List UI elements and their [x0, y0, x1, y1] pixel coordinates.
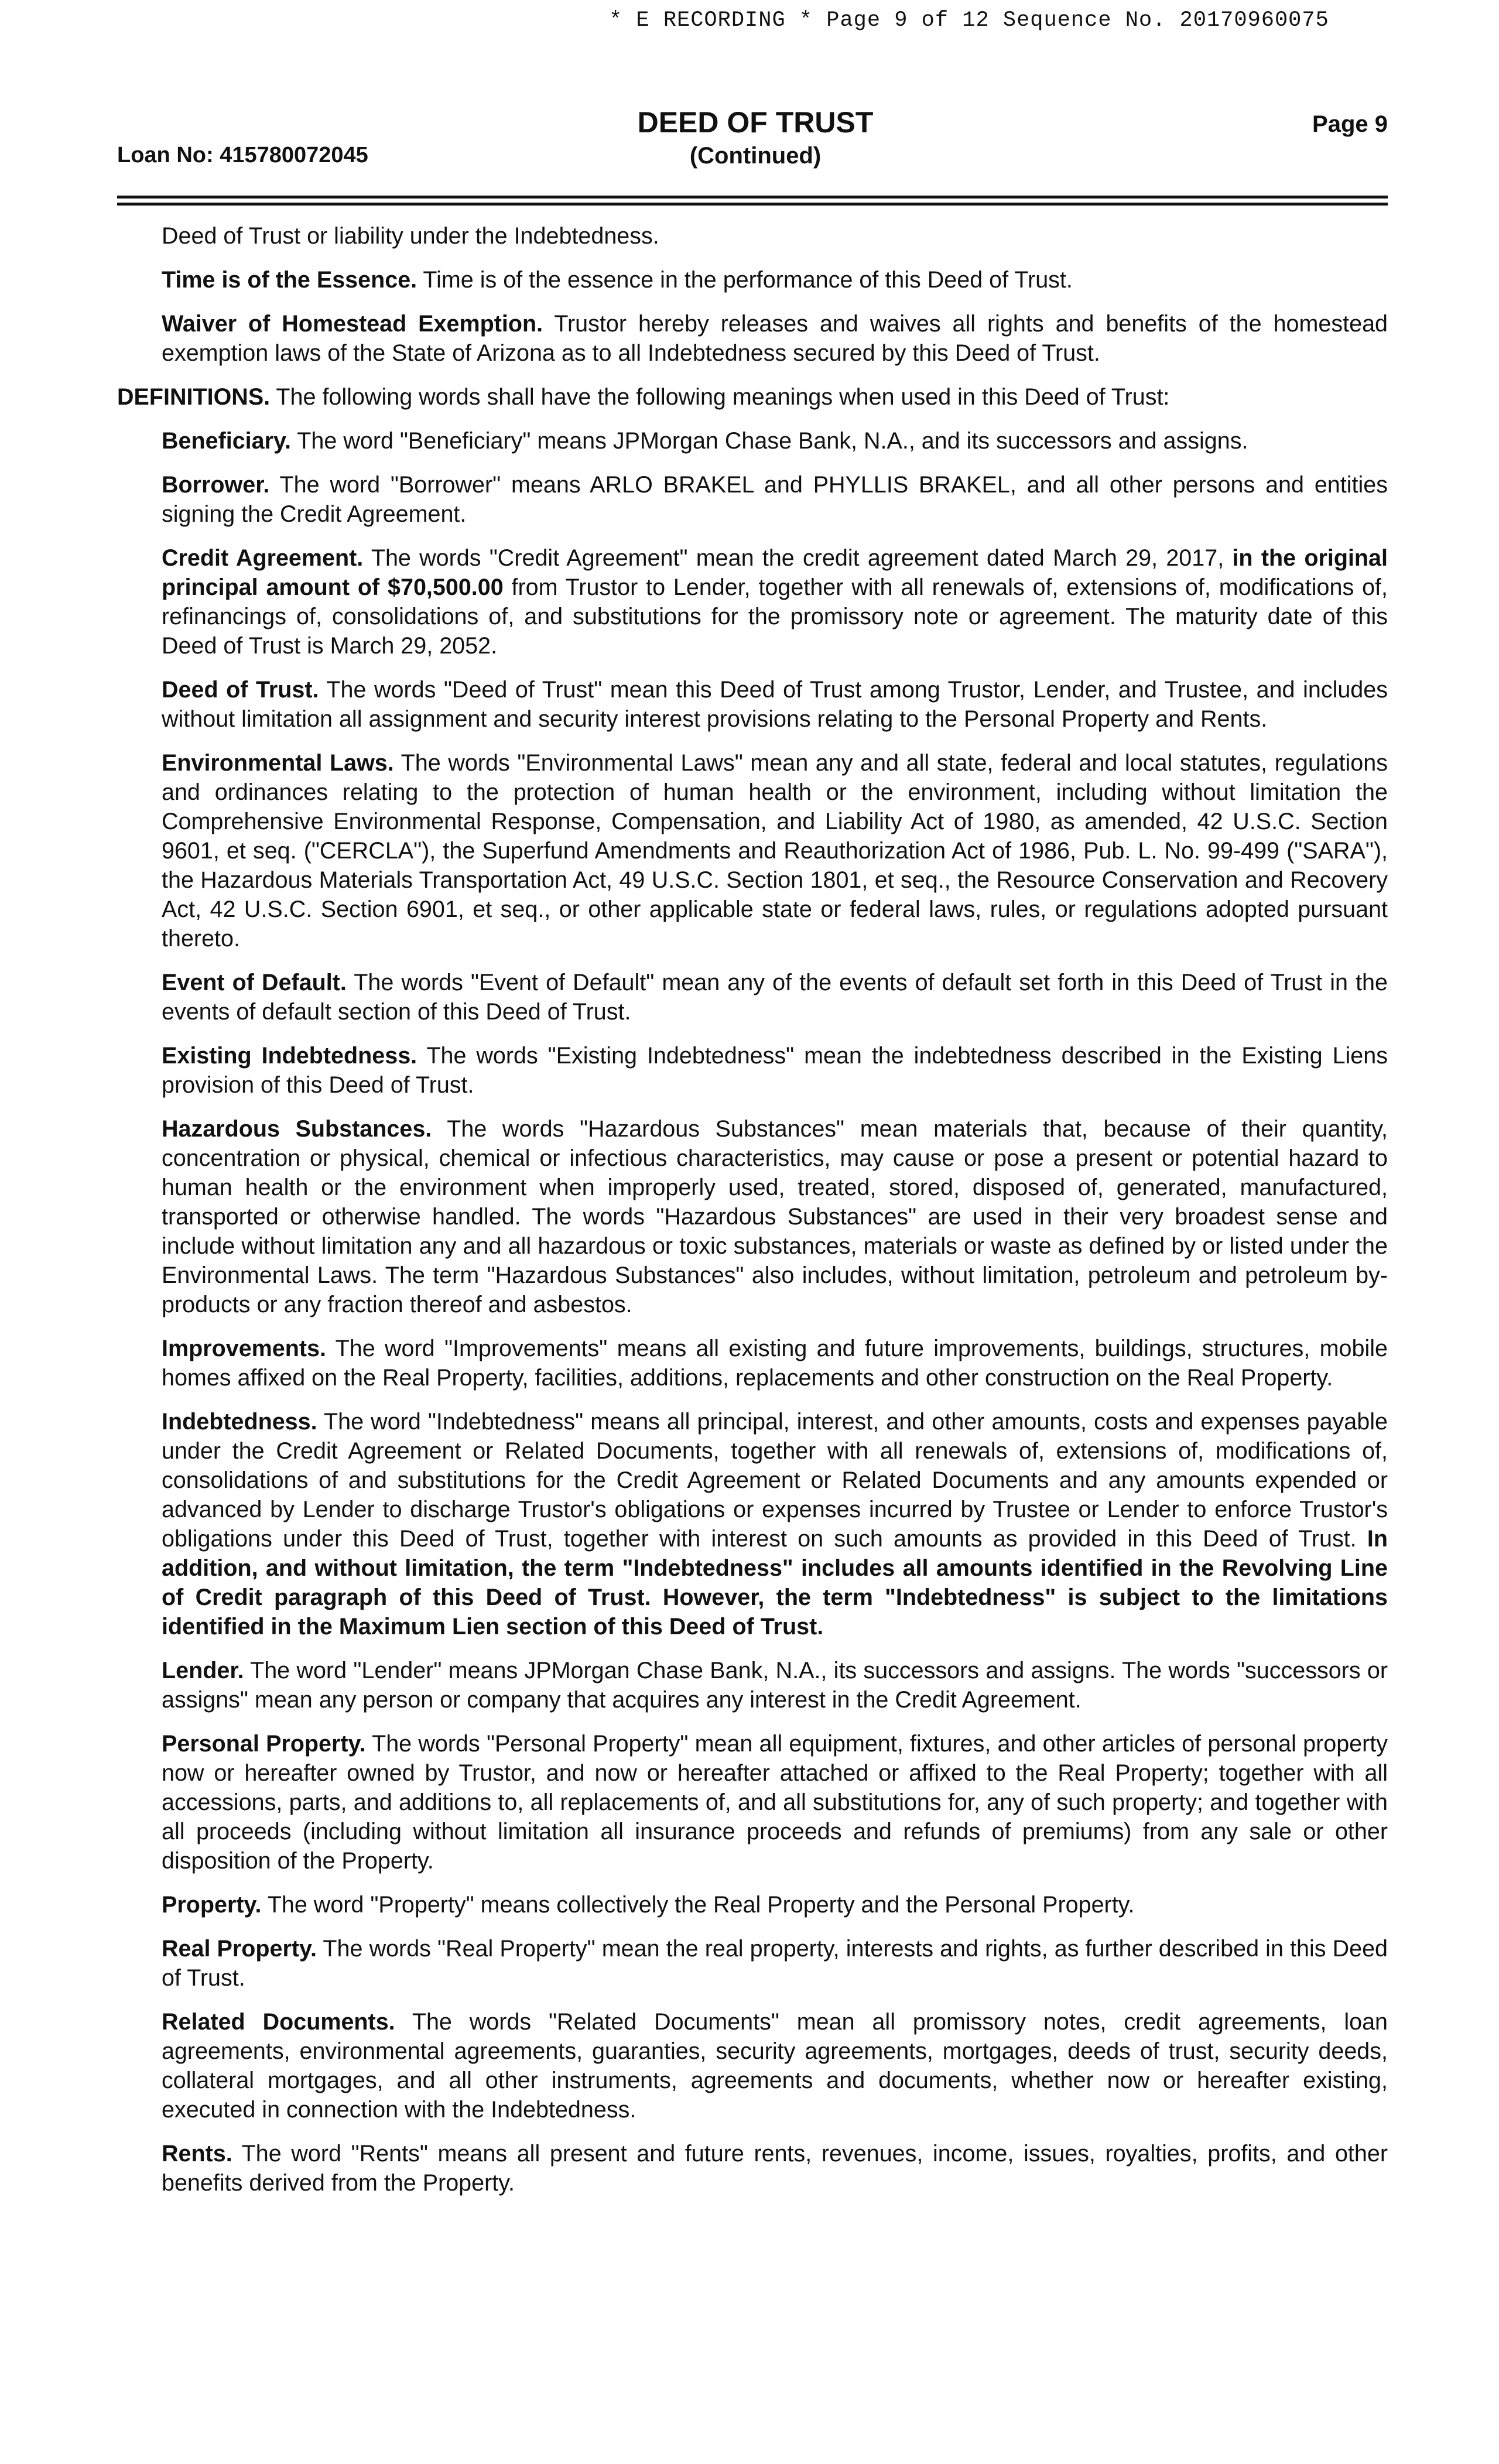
term-label: Indebtedness.	[162, 1409, 317, 1435]
term-text: Time is of the essence in the performance of this Deed of Trust.	[423, 267, 1073, 293]
term-label: Hazardous Substances.	[162, 1116, 432, 1142]
definition-existing-indebtedness	[162, 1041, 1388, 1100]
term-label: Personal Property.	[162, 1731, 366, 1757]
term-label: Waiver of Homestead Exemption.	[162, 311, 543, 337]
definition-indebtedness	[162, 1407, 1388, 1641]
term-text: The words "Existing Indebtedness" mean the indebtedness described in the Existing Liens provision of this Deed of Trust.	[162, 1043, 1388, 1098]
definition-property	[162, 1890, 1388, 1919]
definition-lender	[162, 1656, 1388, 1714]
definition-environmental-laws	[162, 748, 1388, 953]
term-label: Improvements.	[162, 1336, 326, 1361]
term-label: Lender.	[162, 1658, 244, 1683]
definition-personal-property	[162, 1729, 1388, 1876]
term-label: Real Property.	[162, 1936, 317, 1962]
term-label: Credit Agreement.	[162, 545, 364, 571]
term-text-continued: from Trustor to Lender, together with all renewals of, extensions of, modifications of, refinancings of, consolidations of, and substitutions for the promissory note or agreement. The maturity date of this Deed of Trust is March 29, 2052.	[162, 574, 1388, 659]
principal-amount-emphasis: in the original principal amount of $70,500.00	[162, 545, 1388, 600]
recording-stamp: * E RECORDING * Page 9 of 12 Sequence No. 20170960075	[609, 8, 1329, 33]
document-title: DEED OF TRUST	[637, 106, 874, 139]
definition-credit-agreement	[162, 543, 1388, 661]
definitions-heading-paragraph	[117, 382, 1388, 412]
indebtedness-emphasis: In addition, and without limitation, the term "Indebtedness" includes all amounts identified in the Revolving Line of Credit paragraph of this Deed of Trust. However, the term "Indebtedness" is subject to the limitations identified in the Maximum Lien section of this Deed of Trust.	[162, 1526, 1388, 1640]
term-label: Borrower.	[162, 472, 270, 498]
term-label: Environmental Laws.	[162, 750, 394, 776]
definition-deed-of-trust	[162, 675, 1388, 734]
term-text: The words "Hazardous Substances" mean materials that, because of their quantity, concentration or physical, chemical or infectious characteristics, may cause or pose a present or potential hazard to human health or the environment when improperly used, treated, stored, disposed of, generated, manufactured, transported or otherwise handled. The words "Hazardous Substances" are used in their very broadest sense and include without limitation any and all hazardous or toxic substances, materials or waste as defined by or listed under the Environmental Laws. The term "Hazardous Substances" also includes, without limitation, petroleum and petroleum by-products or any fraction thereof and asbestos.	[162, 1116, 1388, 1317]
term-text: The word "Property" means collectively the Real Property and the Personal Property.	[267, 1892, 1135, 1918]
term-text: The words "Event of Default" mean any of the events of default set forth in this Deed of Trust in the events of default section of this Deed of Trust.	[162, 970, 1388, 1025]
term-text: Trustor hereby releases and waives all rights and benefits of the homestead exemption laws of the State of Arizona as to all Indebtedness secured by this Deed of Trust.	[162, 311, 1388, 366]
term-label: Existing Indebtedness.	[162, 1043, 417, 1069]
document-body	[117, 221, 1388, 2212]
term-label: Deed of Trust.	[162, 677, 319, 703]
paragraph-time-essence	[162, 265, 1388, 295]
section-intro: The following words shall have the following meanings when used in this Deed of Trust:	[276, 384, 1170, 410]
term-text: The words "Personal Property" mean all equipment, fixtures, and other articles of personal property now or hereafter owned by Trustor, and now or hereafter attached or affixed to the Real Property; together with all accessions, parts, and additions to, all replacements of, and all substitutions for, any of such property; and together with all proceeds (including without limitation all insurance proceeds and refunds of premiums) from any sale or other disposition of the Property.	[162, 1731, 1388, 1874]
term-text: The words "Credit Agreement" mean the credit agreement dated March 29, 2017,	[371, 545, 1224, 571]
term-text: The word "Borrower" means ARLO BRAKEL and PHYLLIS BRAKEL, and all other persons and entities signing the Credit Agreement.	[162, 472, 1388, 527]
definition-improvements	[162, 1334, 1388, 1392]
page-number: Page 9	[1312, 111, 1388, 137]
term-text: The words "Deed of Trust" mean this Deed of Trust among Trustor, Lender, and Trustee, and includes without limitation all assignment and security interest provisions relating to the Personal Property and Rents.	[162, 677, 1388, 732]
definition-hazardous-substances	[162, 1114, 1388, 1319]
term-text: The words "Real Property" mean the real property, interests and rights, as further described in this Deed of Trust.	[162, 1936, 1388, 1991]
definition-borrower	[162, 470, 1388, 529]
definition-event-of-default	[162, 968, 1388, 1026]
term-label: Time is of the Essence.	[162, 267, 417, 293]
term-label: Event of Default.	[162, 970, 347, 995]
term-text: The word "Lender" means JPMorgan Chase Bank, N.A., its successors and assigns. The words "successors or assigns" mean any person or company that acquires any interest in the Credit Agreement.	[162, 1658, 1388, 1713]
term-text: The word "Indebtedness" means all principal, interest, and other amounts, costs and expenses payable under the Credit Agreement or Related Documents, together with all renewals of, extensions of, modifications of, consolidations of and substitutions for the Credit Agreement or Related Documents and any amounts expended or advanced by Lender to discharge Trustor's obligations or expenses incurred by Trustee or Lender to enforce Trustor's obligations under this Deed of Trust, together with interest on such amounts as provided in this Deed of Trust.	[162, 1409, 1388, 1552]
term-text: The word "Improvements" means all existing and future improvements, buildings, structures, mobile homes affixed on the Real Property, facilities, additions, replacements and other construction on the Real Property.	[162, 1336, 1388, 1391]
definition-rents	[162, 2139, 1388, 2198]
document-subtitle: (Continued)	[689, 143, 822, 169]
term-label: Rents.	[162, 2141, 232, 2167]
term-label: Property.	[162, 1892, 262, 1918]
term-label: Related Documents.	[162, 2009, 395, 2035]
definition-real-property	[162, 1934, 1388, 1993]
header-rule-bottom	[117, 203, 1388, 206]
definition-related-documents	[162, 2007, 1388, 2124]
section-heading: DEFINITIONS.	[117, 384, 271, 410]
loan-number: Loan No: 415780072045	[117, 143, 368, 167]
term-label: Beneficiary.	[162, 428, 292, 454]
term-text: The words "Related Documents" mean all promissory notes, credit agreements, loan agreements, environmental agreements, guaranties, security agreements, mortgages, deeds of trust, security deeds, collateral mortgages, and all other instruments, agreements and documents, whether now or hereafter existing, executed in connection with the Indebtedness.	[162, 2009, 1388, 2123]
intro-continuation: Deed of Trust or liability under the Indebtedness.	[162, 223, 659, 249]
term-text: The words "Environmental Laws" mean any and all state, federal and local statutes, regulations and ordinances relating to the protection of human health or the environment, including without limitation the Comprehensive Environmental Response, Compensation, and Liability Act of 1980, as amended, 42 U.S.C. Section 9601, et seq. ("CERCLA"), the Superfund Amendments and Reauthorization Act of 1986, Pub. L. No. 99-499 ("SARA"), the Hazardous Materials Transportation Act, 49 U.S.C. Section 1801, et seq., the Resource Conservation and Recovery Act, 42 U.S.C. Section 6901, et seq., or other applicable state or federal laws, rules, or regulations adopted pursuant thereto.	[162, 750, 1388, 952]
term-text: The word "Rents" means all present and future rents, revenues, income, issues, royalties, profits, and other benefits derived from the Property.	[162, 2141, 1388, 2196]
term-text: The word "Beneficiary" means JPMorgan Chase Bank, N.A., and its successors and assigns.	[297, 428, 1248, 454]
header-rule-top	[117, 196, 1388, 199]
definition-beneficiary	[162, 426, 1388, 456]
paragraph-homestead-waiver	[162, 309, 1388, 368]
